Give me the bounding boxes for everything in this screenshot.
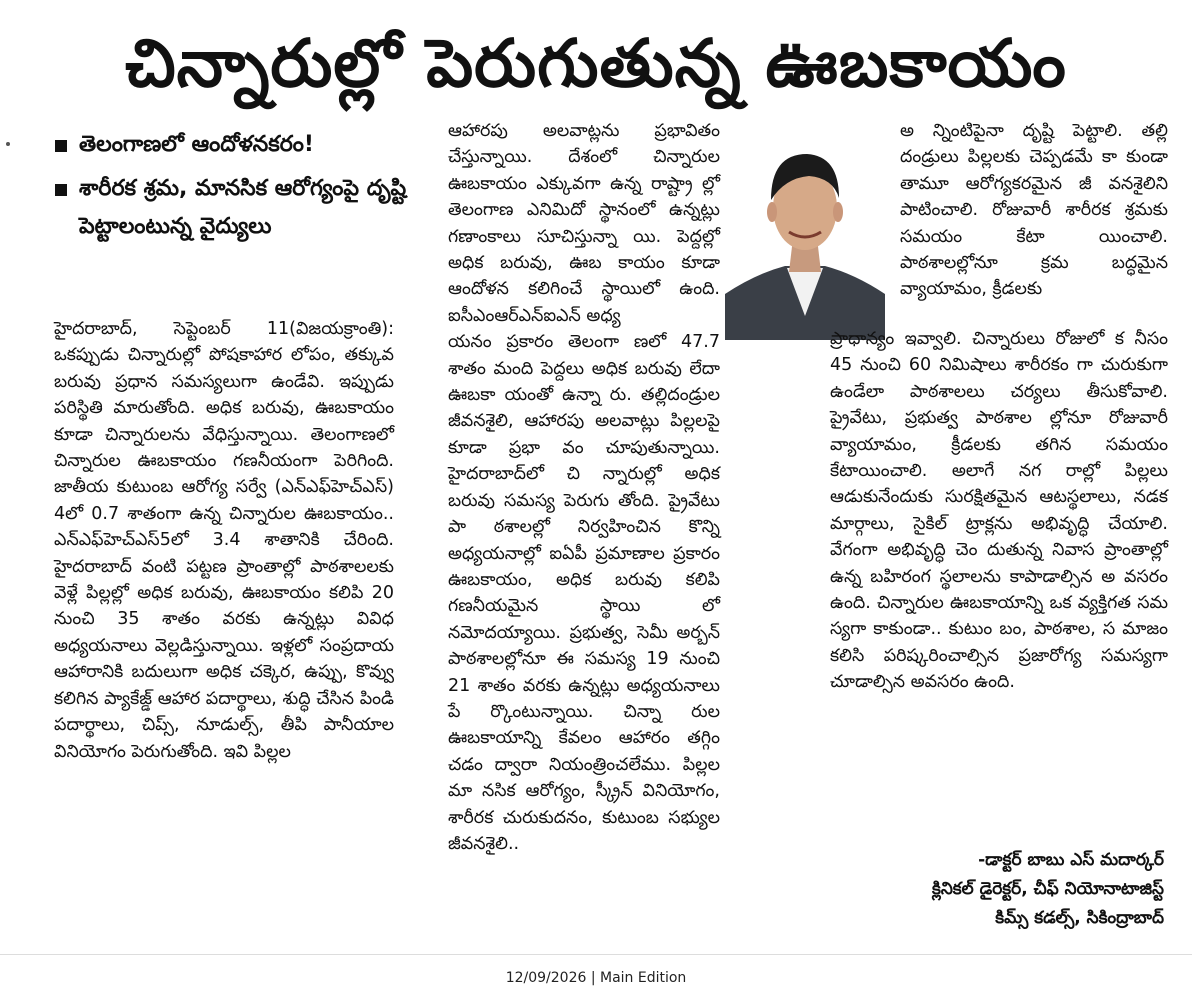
author-role: క్లినికల్ డైరెక్టర్, చీఫ్ నియోనాటాజిస్ట్	[931, 879, 1164, 899]
column-3-bottom-text: ప్రాధాన్యం ఇవ్వాలి. చిన్నారులు రోజులో క నీసం 45 నుంచి 60 నిమిషాలు శారీరకం గా చురుకుగా ఉండేలా పాఠశాలలు చర్యలు తీసుకోవాలి. ప్రైవేటు, ప్రభుత్వ పాఠశాల ల్లోనూ రోజువారీ వ్యాయామం, క్రీడలకు తగిన సమయం కేటాయించాలి. అలాగే నగ రాల్లో పిల్లలు ఆడుకునేందుకు సురక్షితమైన ఆటస్థలాలు, నడక మార్గాలు, సైకిల్ ట్రాక్లను అభివృద్ధి చేయాలి. వేగంగా అభివృద్ధి చెం దుతున్న నివాస ప్రాంతాల్లో ఉన్న బహిరంగ స్థలాలను కాపాడాల్సిన అ వసరం ఉంది. చిన్నారుల ఊబకాయాన్ని ఒక వ్యక్తిగత సమ స్యగా కాకుండా.. కుటుం బం, పాఠశాల, స మాజం కలిసి పరిష్కరించాల్సిన ప్రజారోగ్య సమస్యగా చూడాల్సిన అవసరం ఉంది.	[830, 329, 1168, 693]
column-1-text: హైదరాబాద్, సెప్టెంబర్ 11(విజయక్రాంతి): ఒకప్పుడు చిన్నారుల్లో పోషకాహార లోపం, తక్కువ బరువు ప్రధాన సమస్యలుగా ఉండేవి. ఇప్పుడు పరిస్థితి మారుతోంది. అధిక బరువు, ఊబకాయం కూడా చిన్నారులను వేధిస్తున్నాయి. తెలంగాణలో చిన్నారుల ఊబకాయం గణనీయంగా పెరిగింది. జాతీయ కుటుంబ ఆరోగ్య సర్వే (ఎన్ఎఫ్‌హెచ్ఎస్) 4లో 0.7 శాతంగా ఉన్న చిన్నారుల ఊబకాయం.. ఎన్ఎఫ్‌హెచ్ఎస్5లో 3.4 శాతానికి చేరింది. హైదరాబాద్ వంటి పట్టణ ప్రాంతాల్లో పాఠశాలలకు వెళ్లే పిల్లల్లో అధిక బరువు, ఊబకాయం కలిపి 20 నుంచి 35 శాతం వరకు ఉన్నట్లు వివిధ అధ్యయనాలు వెల్లడిస్తున్నాయి. ఇళ్లలో సంప్రదాయ ఆహారానికి బదులుగా అధిక చక్కెర, ఉప్పు, కొవ్వు కలిగిన ప్యాకేజ్డ్ ఆహార పదార్థాలు, శుద్ధి చేసిన పిండి పదార్థాలు, చిప్స్, నూడుల్స్, తీపి పానీయాల వినియోగం పెరుగుతోంది. ఇవి పిల్లల	[54, 319, 394, 762]
column-2-bottom-text: యనం ప్రకారం తెలంగా ణలో 47.7 శాతం మంది పెద్దలు అధిక బరువు లేదా ఊబకా యంతో ఉన్నా రు. తల్లిదండ్రుల జీవనశైలి, ఆహారపు అలవాట్లు పిల్లలపై కూడా ప్రభా వం చూపుతున్నాయి. హైదరాబాద్‌లో చి న్నారుల్లో అధిక బరువు సమస్య పెరుగు తోంది. ప్రైవేటు పా ఠశాలల్లో నిర్వహించిన కొన్ని అధ్యయనాల్లో ఐఏపీ ప్రమాణాల ప్రకారం ఊబకాయం, అధిక బరువు కలిపి గణనీయమైన స్థాయి లో నమోదయ్యాయి. ప్రభుత్వ, సెమీ అర్బన్ పాఠశాలల్లోనూ ఈ సమస్య 19 నుంచి 21 శాతం వరకు ఉన్నట్లు అధ్యయనాలు పే ర్కొంటున్నాయి. చిన్నా రుల ఊబకాయాన్ని కేవలం ఆహారం తగ్గిం చడం ద్వారా నియంత్రించలేము. పిల్లల మా నసిక ఆరోగ్యం, స్క్రీన్ వినియోగం, శారీరక చురుకుదనం, కుటుంబ సభ్యుల జీవనశైలి..	[448, 332, 720, 854]
edition-footer: 12/09/2026 | Main Edition	[505, 970, 687, 986]
author-signature	[932, 846, 1164, 933]
author-name: -డాక్టర్ బాబు ఎస్ మదార్కర్	[978, 850, 1164, 870]
article-column-3-bottom	[830, 326, 1168, 696]
footer-divider	[0, 954, 1192, 955]
bullet-item	[55, 126, 415, 164]
bullet-text: తెలంగాణలో ఆందోళనకరం!	[79, 132, 314, 157]
subheadline-bullets	[55, 126, 415, 252]
article-column-1	[54, 316, 394, 765]
bullet-item	[55, 170, 415, 246]
article-column-2	[448, 118, 720, 857]
margin-mark	[6, 142, 10, 146]
author-place: కిమ్స్ కడల్స్, సికింద్రాబాద్	[995, 908, 1164, 928]
bullet-square-icon	[55, 184, 67, 196]
column-2-top-text: ఆహారపు అలవాట్లను ప్రభావితం చేస్తున్నాయి. దేశంలో చిన్నారుల ఊబకాయం ఎక్కువగా ఉన్న రాష్ట్రా ల్లో తెలంగాణ ఎనిమిదో స్థానంలో ఉన్నట్లు గణాంకాలు సూచిస్తున్నా యి. పెద్దల్లో అధిక బరువు, ఊబ కాయం కూడా ఆందోళన కలిగించే స్థాయిలో ఉంది. ఐసీఎంఆర్ఎన్ఐఎన్ అధ్య	[448, 121, 720, 326]
column-3-top-text: అ న్నింటిపైనా దృష్టి పెట్టాలి. తల్లి దండ్రులు పిల్లలకు చెప్పడమే కా కుండా తామూ ఆరోగ్యకరమైన జీ వనశైలిని పాటించాలి. రోజువారీ శారీరక శ్రమకు సమయం కేటా యించాలి. పాఠశాలల్లోనూ క్రమ బద్ధమైన వ్యాయామం, క్రీడలకు	[900, 121, 1168, 300]
doctor-photo	[725, 126, 885, 340]
bullet-text: శారీరక శ్రమ, మానసిక ఆరోగ్యంపై దృష్టి పెట్టాలంటున్న వైద్యులు	[79, 176, 407, 239]
bullet-square-icon	[55, 140, 67, 152]
article-column-3-top	[900, 118, 1168, 303]
headline: చిన్నారుల్లో పెరుగుతున్న ఊబకాయం	[125, 25, 1067, 102]
